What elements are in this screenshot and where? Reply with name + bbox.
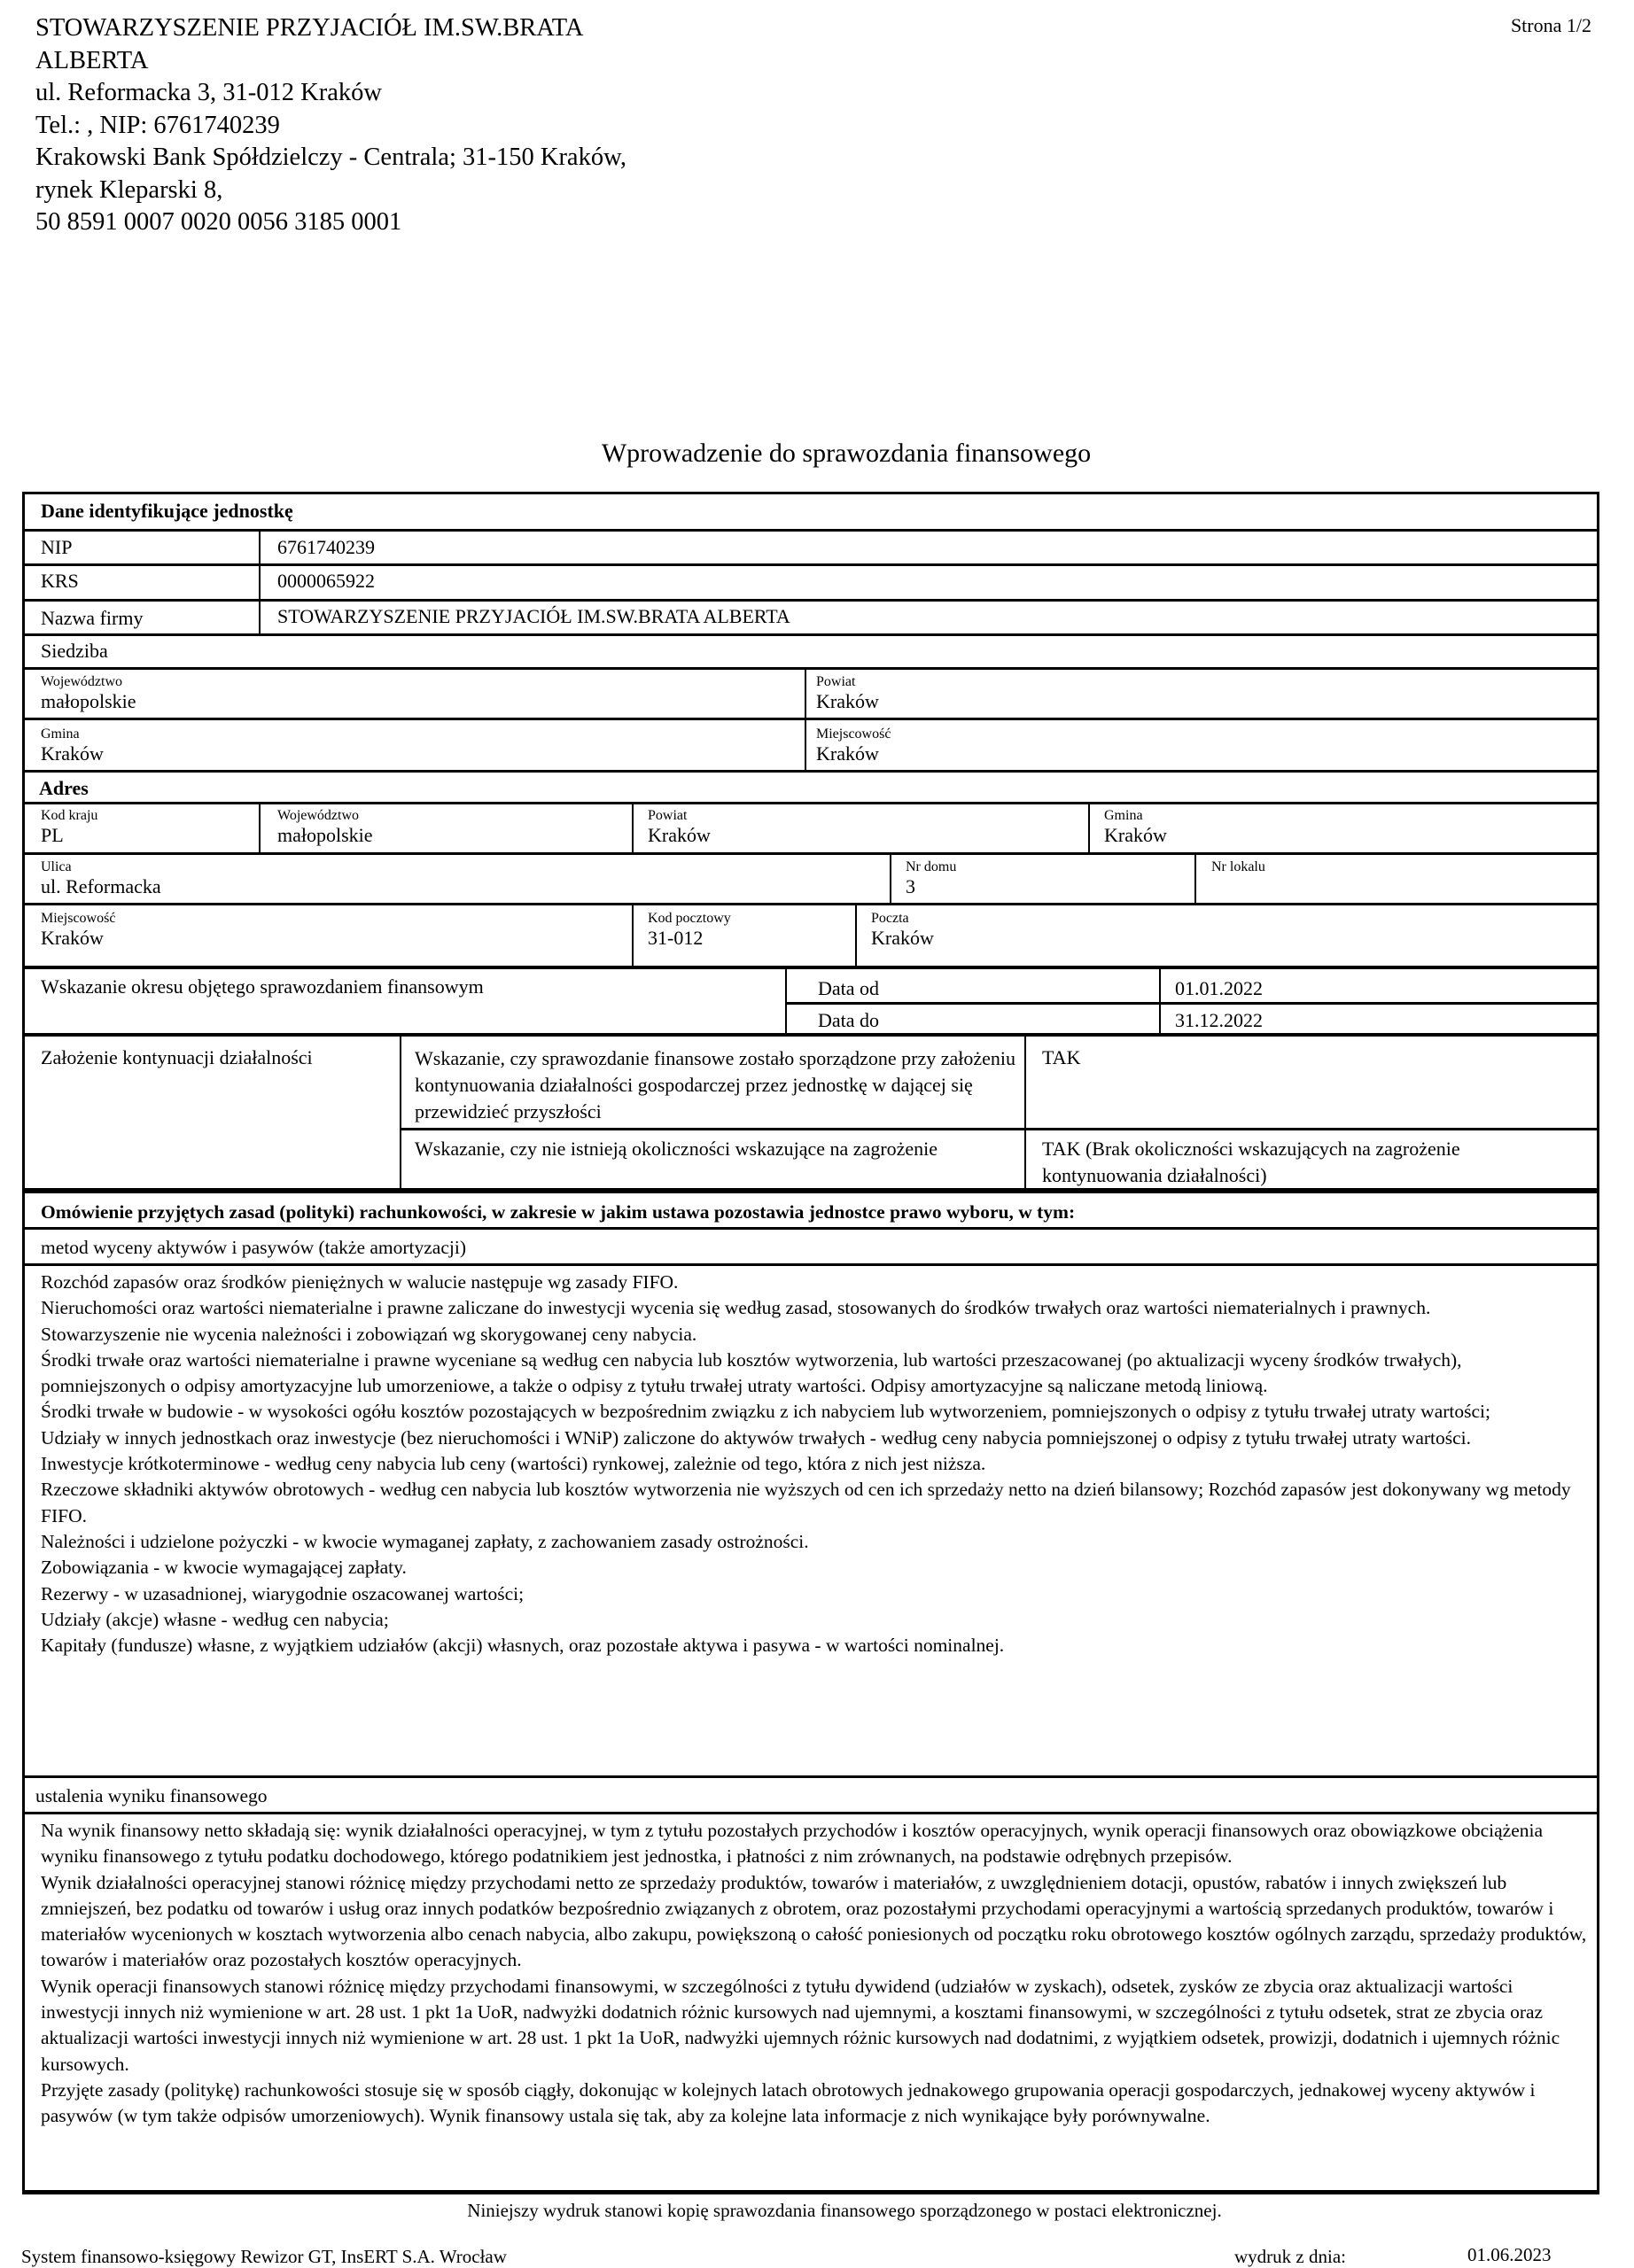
valuation-heading-box bbox=[22, 1227, 1599, 1266]
address-country-label: Kod kraju bbox=[41, 808, 98, 823]
header-line: Tel.: , NIP: 6761740239 bbox=[35, 111, 280, 139]
period-label: Wskazanie okresu objętego sprawozdaniem finansowym bbox=[41, 975, 484, 998]
address-commune-label: Gmina bbox=[1104, 808, 1143, 823]
address-county-value: Kraków bbox=[648, 824, 711, 846]
policy-heading-box bbox=[22, 1189, 1599, 1230]
header-line: rynek Kleparski 8, bbox=[35, 175, 223, 204]
header-line: Krakowski Bank Spółdzielczy - Centrala; 31-150 Kraków, bbox=[35, 144, 626, 171]
address-voivodeship-label: Województwo bbox=[277, 808, 360, 823]
valuation-paragraph: Stowarzyszenie nie wycenia należności i zobowiązań wg skorygowanej ceny nabycia. bbox=[41, 1323, 697, 1345]
valuation-paragraph: Zobowiązania - w kwocie wymagającej zapłaty. bbox=[41, 1557, 407, 1579]
address-voivodeship-value: małopolskie bbox=[277, 824, 373, 846]
footer-printed-date: 01.06.2023 bbox=[1467, 2244, 1552, 2265]
valuation-heading: metod wyceny aktywów i pasywów (także amortyzacji) bbox=[41, 1237, 467, 1258]
seat-county-label: Powiat bbox=[816, 674, 856, 689]
address-locality-value: Kraków bbox=[41, 927, 104, 949]
result-paragraph: Przyjęte zasady (politykę) rachunkowości stosuje się w sposób ciągły, dokonując w kolejnych latach obrotowych jednakowego grupowania operacji gospodarczych, jednakowej wyceny aktywów i pasywów (w tym także odpisów umorzeniowych). Wynik finansowy ustala się tak, aby za kolejne lata informacje z nich wynikające były porównywalne. bbox=[41, 2078, 1536, 2127]
address-post-value: Kraków bbox=[871, 927, 934, 949]
seat-commune-value: Kraków bbox=[41, 742, 104, 765]
address-street-value: ul. Reformacka bbox=[41, 875, 161, 897]
address-country-value: PL bbox=[41, 824, 64, 846]
valuation-paragraph: Rzeczowe składniki aktywów obrotowych - według cen nabycia lub kosztów wytworzenia nie wyższych od cen ich sprzedaży netto na dzień bilansowy; Rozchód zapasów jest dokonywany wg metody FIFO. bbox=[41, 1479, 1571, 1526]
footer-system: System finansowo-księgowy Rewizor GT, InsERT S.A. Wrocław bbox=[21, 2246, 507, 2267]
continuity-label: Założenie kontynuacji działalności bbox=[41, 1046, 313, 1068]
company-name-label: Nazwa firmy bbox=[41, 607, 144, 629]
krs-value: 0000065922 bbox=[277, 570, 375, 592]
identification-heading: Dane identyfikujące jednostkę bbox=[41, 500, 293, 522]
page-title: Wprowadzenie do sprawozdania finansowego bbox=[601, 439, 1092, 468]
continuity-answer-2: TAK (Brak okoliczności wskazujących na zagrożenie kontynuowania działalności) bbox=[1042, 1138, 1460, 1186]
header-line: STOWARZYSZENIE PRZYJACIÓŁ IM.SW.BRATA bbox=[35, 14, 584, 42]
seat-locality-value: Kraków bbox=[816, 742, 879, 765]
result-paragraph: Na wynik finansowy netto składają się: wynik działalności operacyjnej, w tym z tytułu pozostałych przychodów i kosztów operacyjnych, wynik operacji finansowych oraz obowiązkowe obciążenia wyniku finansowego z tytułu podatku dochodowego, którego podatnikiem jest jednostka, i płatności z nim zrównanych, na podstawie odrębnych przepisów. bbox=[41, 1820, 1544, 1868]
date-from-value: 01.01.2022 bbox=[1175, 977, 1263, 999]
continuity-table bbox=[22, 1033, 1599, 1191]
result-paragraph: Wynik działalności operacyjnej stanowi różnicę między przychodami netto ze sprzedaży produktów, towarów i materiałów, z uwzględnieniem dotacji, opustów, rabatów i innych zwiększeń lub zmniejszeń, bez podatku od towarów i usług oraz innych podatków bezpośrednio związanych z obrotem, oraz pozostałymi przychodami operacyjnymi a wartością sprzedanych produktów, towarów i materiałów wycenionych w kosztach wytworzenia albo cenach nabycia, albo zakupu, powiększoną o całość poniesionych od początku roku obrotowego kosztów ogólnych zarządu, sprzedaży produktów, towarów i materiałów oraz pozostałych kosztów operacyjnych. bbox=[41, 1871, 1587, 1971]
seat-heading: Siedziba bbox=[41, 640, 108, 662]
company-header bbox=[35, 12, 626, 239]
address-heading: Adres bbox=[39, 777, 89, 799]
policy-heading: Omówienie przyjętych zasad (polityki) rachunkowości, w zakresie w jakim ustawa pozostawia jednostce prawo wyboru, w tym: bbox=[41, 1201, 1076, 1223]
date-to-label: Data do bbox=[818, 1009, 880, 1031]
valuation-paragraph: Udziały (akcje) własne - według cen nabycia; bbox=[41, 1608, 389, 1630]
seat-county-value: Kraków bbox=[816, 690, 879, 712]
valuation-paragraph: Rozchód zapasów oraz środków pieniężnych w walucie następuje wg zasady FIFO. bbox=[41, 1271, 679, 1293]
address-postcode-label: Kod pocztowy bbox=[648, 911, 731, 926]
valuation-paragraph: Kapitały (fundusze) własne, z wyjątkiem udziałów (akcji) własnych, oraz pozostałe aktywa i pasywa - w wartości nominalnej. bbox=[41, 1635, 1005, 1657]
continuity-question-1: Wskazanie, czy sprawozdanie finansowe zostało sporządzone przy założeniu kontynuowania działalności gospodarczej przez jednostkę w dającej się przewidzieć przyszłości bbox=[415, 1047, 1016, 1122]
address-house-value: 3 bbox=[906, 875, 915, 897]
date-to-value: 31.12.2022 bbox=[1175, 1009, 1263, 1031]
valuation-paragraph: Środki trwałe w budowie - w wysokości ogółu kosztów pozostających w bezpośrednim związku z ich nabyciem lub wytworzeniem, pomniejszonych o odpisy z tytułu trwałej utraty wartości; bbox=[41, 1401, 1490, 1423]
identification-table bbox=[22, 492, 1599, 970]
date-from-label: Data od bbox=[818, 977, 880, 999]
address-locality-label: Miejscowość bbox=[41, 911, 116, 926]
valuation-paragraph: Środki trwałe oraz wartości niematerialne i prawne wyceniane są według cen nabycia lub kosztów wytworzenia, lub wartości przeszacowanej (po aktualizacji wyceny środków trwałych), pomniejszonych o odpisy amortyzacyjne lub umorzeniowe, a także o odpisy z tytułu trwałej utraty wartości. Odpisy amortyzacyjne są naliczane metodą liniową. bbox=[41, 1348, 1462, 1397]
company-name-value: STOWARZYSZENIE PRZYJACIÓŁ IM.SW.BRATA ALBERTA bbox=[277, 605, 790, 627]
seat-commune-label: Gmina bbox=[41, 726, 80, 742]
footer-note: Niniejszy wydruk stanowi kopię sprawozdania finansowego sporządzonego w postaci elektronicznej. bbox=[467, 2200, 1222, 2221]
result-heading-box bbox=[22, 1775, 1599, 1814]
valuation-content-box bbox=[22, 1263, 1599, 1778]
address-street-label: Ulica bbox=[41, 859, 72, 874]
page-number: Strona 1/2 bbox=[1510, 14, 1591, 36]
nip-label: NIP bbox=[41, 536, 73, 558]
address-house-label: Nr domu bbox=[906, 859, 957, 874]
krs-label: KRS bbox=[41, 570, 79, 592]
result-heading: ustalenia wyniku finansowego bbox=[35, 1785, 268, 1806]
address-commune-value: Kraków bbox=[1104, 824, 1167, 846]
valuation-paragraph: Inwestycje krótkoterminowe - według ceny nabycia lub ceny (wartości) rynkowej, zależnie od tego, która z nich jest niższa. bbox=[41, 1453, 986, 1475]
seat-voivodeship-value: małopolskie bbox=[41, 690, 136, 712]
header-line: ul. Reformacka 3, 31-012 Kraków bbox=[35, 79, 382, 106]
seat-voivodeship-label: Województwo bbox=[41, 674, 123, 689]
result-content-box bbox=[22, 1812, 1599, 2194]
header-line: ALBERTA bbox=[35, 46, 149, 74]
valuation-paragraph: Udziały w innych jednostkach oraz inwestycje (bez nieruchomości i WNiP) zaliczone do aktywów trwałych - według ceny nabycia pomniejszonej o odpisy z tytułu trwałej utraty wartości. bbox=[41, 1426, 1472, 1449]
result-paragraph: Wynik operacji finansowych stanowi różnicę między przychodami finansowymi, w szczególności z tytułu dywidend (udziałów w zyskach), odsetek, zysków ze zbycia oraz aktualizacji wartości inwestycji innych niż wymienione w art. 28 ust. 1 pkt 1a UoR, nadwyżki dodatnich różnic kursowych nad ujemnymi, a kosztami finansowymi, w szczególności z tytułu odsetek, strat ze zbycia oraz aktualizacji wartości inwestycji innych niż wymienione w art. 28 ust. 1 pkt 1a UoR, nadwyżki ujemnych różnic kursowych nad dodatnimi, z wyjątkiem odsetek, prowizji, dodatnich i ujemnych różnic kursowych. bbox=[41, 1975, 1560, 2075]
seat-locality-label: Miejscowość bbox=[816, 726, 891, 742]
header-line: 50 8591 0007 0020 0056 3185 0001 bbox=[35, 208, 402, 236]
continuity-question-2: Wskazanie, czy nie istnieją okoliczności wskazujące na zagrożenie bbox=[415, 1138, 938, 1160]
valuation-paragraph: Rezerwy - w uzasadnionej, wiarygodnie oszacowanej wartości; bbox=[41, 1582, 525, 1604]
nip-value: 6761740239 bbox=[277, 536, 375, 558]
continuity-answer-1: TAK bbox=[1042, 1046, 1081, 1068]
valuation-paragraph: Nieruchomości oraz wartości niematerialne i prawne zaliczane do inwestycji wycenia się według zasad, stosowanych do środków trwałych oraz wartości niematerialnych i prawnych. bbox=[41, 1297, 1431, 1319]
valuation-paragraph: Należności i udzielone pożyczki - w kwocie wymaganej zapłaty, z zachowaniem zasady ostrożności. bbox=[41, 1530, 809, 1552]
address-county-label: Powiat bbox=[648, 808, 688, 823]
address-postcode-value: 31-012 bbox=[648, 927, 704, 949]
period-table bbox=[22, 966, 1599, 1036]
footer-printed-label: wydruk z dnia: bbox=[1234, 2246, 1346, 2267]
address-flat-label: Nr lokalu bbox=[1211, 859, 1265, 874]
address-post-label: Poczta bbox=[871, 911, 909, 926]
